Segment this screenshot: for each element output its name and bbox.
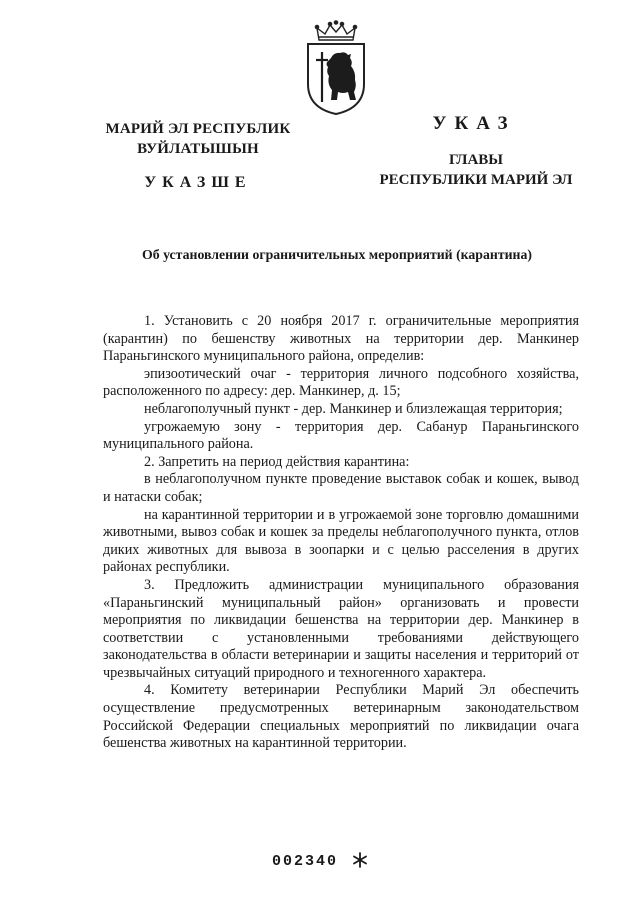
crown-icon <box>315 21 356 40</box>
header-right-line2: РЕСПУБЛИКИ МАРИЙ ЭЛ <box>379 172 573 188</box>
document-serial-number: 002340 <box>272 853 339 870</box>
header-left-mari <box>100 119 296 193</box>
header-right-line1: ГЛАВЫ <box>448 152 504 168</box>
paragraph: 4. Комитету ветеринарии Республики Марий Эл обеспечить осуществление предусмотренных ветеринарным законодательством Российской Федерации специальных мероприятий по ликвидации очага бешенства животных на карантинной территории. <box>103 682 579 752</box>
paragraph: 2. Запретить на период действия карантина: <box>144 453 410 470</box>
paragraph: неблагополучный пункт - дер. Манкинер и близлежащая территория; <box>144 400 563 417</box>
document-body <box>103 313 579 753</box>
header-right-title: УКАЗ <box>432 113 516 134</box>
paragraph: 3. Предложить администрации муниципального образования «Параньгинский муниципальный район» организовать и провести мероприятия по ликвидации бешенства на территории дер. Манкинер в соответствии с установленными требованиями действующего законодательства в области ветеринарии и защиты населения и территорий от чрезвычайных ситуаций природного и техногенного характера. <box>103 576 579 681</box>
coat-of-arms-bear-icon <box>301 20 371 116</box>
header-left-line1: МАРИЙ ЭЛ РЕСПУБЛИК <box>105 121 291 137</box>
paragraph: на карантинной территории и в угрожаемой зоне торговлю домашними животными, вывоз собак и кошек за пределы неблагополучного пункта, отлов диких животных для вывоза в зоопарки и с целью расселения в других районах республики. <box>103 506 579 576</box>
paragraph: угрожаемую зону - территория дер. Сабанур Параньгинского муниципального района. <box>103 418 579 453</box>
snowflake-mark-icon <box>352 852 368 868</box>
header-right-russian <box>360 150 592 190</box>
paragraph: в неблагополучном пункте проведение выставок собак и кошек, вывод и натаски собак; <box>103 471 579 505</box>
paragraph: эпизоотический очаг - территория личного подсобного хозяйства, расположенного по адресу: дер. Манкинер, д. 15; <box>103 365 579 400</box>
paragraph: 1. Установить с 20 ноября 2017 г. ограничительные мероприятия (карантин) по бешенству животных на территории дер. Манкинер Параньгинского муниципального района, определив: <box>103 313 579 365</box>
document-title: Об установлении ограничительных мероприятий (карантина) <box>141 247 532 262</box>
header-left-line2: ВУЙЛАТЫШЫН <box>137 141 259 157</box>
header-left-line3: УКАЗШЕ <box>144 174 252 191</box>
